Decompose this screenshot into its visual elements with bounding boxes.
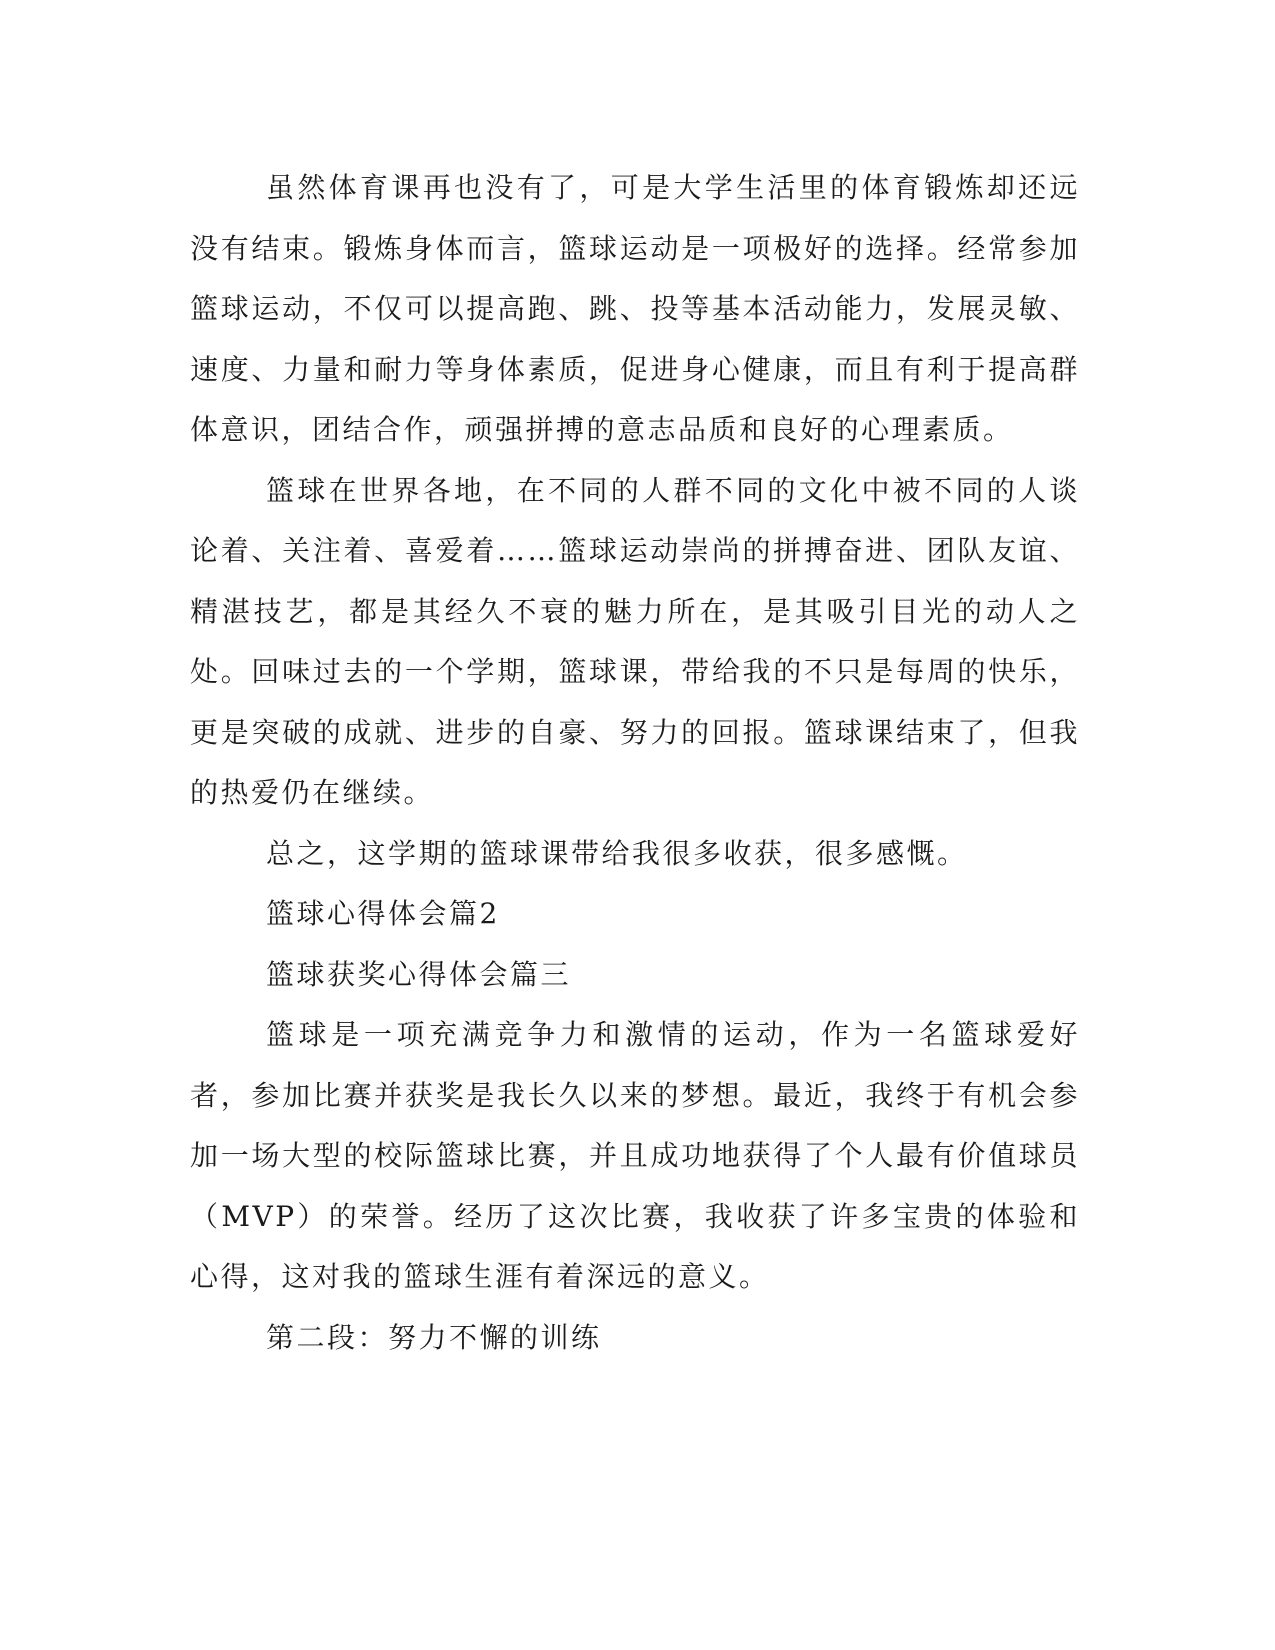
paragraph-summary: 总之，这学期的篮球课带给我很多收获，很多感慨。	[266, 836, 968, 870]
section-heading-training: 第二段：努力不懈的训练	[266, 1320, 602, 1354]
section-heading-part-2: 篮球心得体会篇2	[266, 897, 500, 930]
paragraph-basketball-worldwide: 篮球在世界各地，在不同的人群不同的文化中被不同的人谈论着、关注着、喜爱着……篮球运动崇尚的拼搏奋进、团队友谊、精湛技艺，都是其经久不衰的魅力所在，是其吸引目光的动人之处。回味过去的一个学期，篮球课，带给我的不只是每周的快乐，更是突破的成就、进步的自豪、努力的回报。篮球课结束了，但我的热爱仍在继续。	[190, 473, 1080, 809]
section-heading-part-3: 篮球获奖心得体会篇三	[266, 957, 572, 991]
paragraph-mvp-award: 篮球是一项充满竞争力和激情的运动，作为一名篮球爱好者，参加比赛并获奖是我长久以来的梦想。最近，我终于有机会参加一场大型的校际篮球比赛，并且成功地获得了个人最有价值球员（MVP）的荣誉。经历了这次比赛，我收获了许多宝贵的体验和心得，这对我的篮球生涯有着深远的意义。	[190, 1018, 1080, 1293]
paragraph-pe-exercise: 虽然体育课再也没有了，可是大学生活里的体育锻炼却还远没有结束。锻炼身体而言，篮球运动是一项极好的选择。经常参加篮球运动，不仅可以提高跑、跳、投等基本活动能力，发展灵敏、速度、力量和耐力等身体素质，促进身心健康，而且有利于提高群体意识，团结合作，顽强拼搏的意志品质和良好的心理素质。	[190, 171, 1080, 446]
document-body	[190, 158, 1080, 1368]
